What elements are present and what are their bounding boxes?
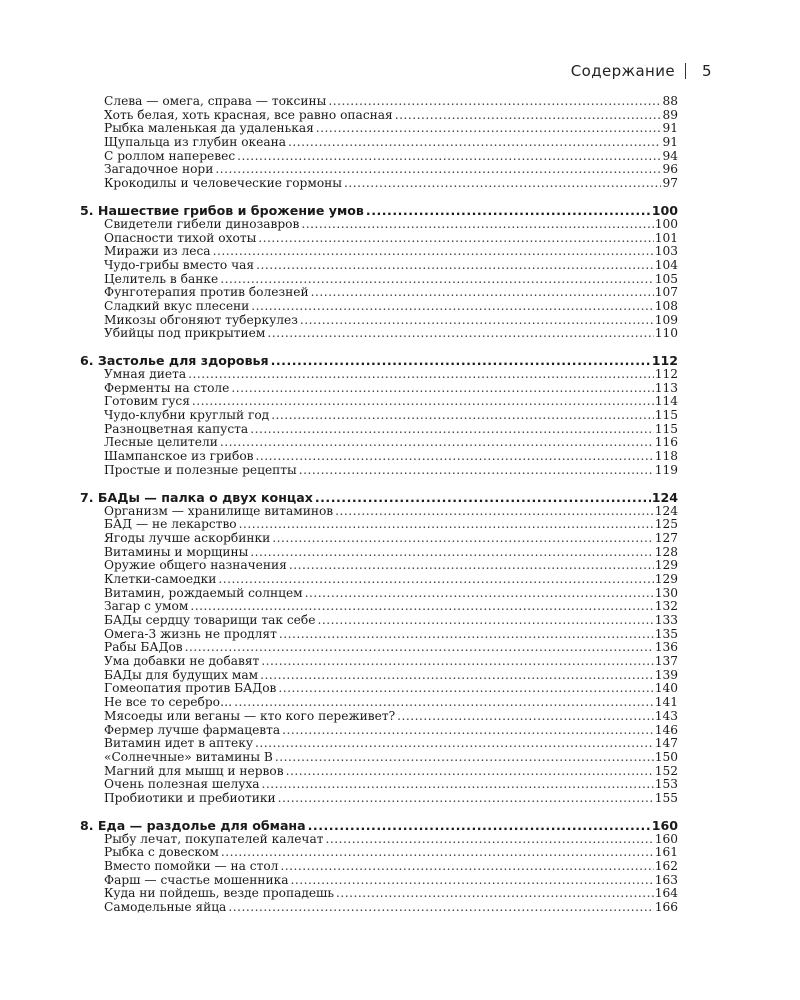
entry-title: Простые и полезные рецепты bbox=[104, 462, 297, 477]
entry-title: Щупальца из глубин океана bbox=[104, 135, 287, 150]
entry-title: Оружие общего назначения bbox=[104, 558, 287, 573]
chapter-title: 5. Нашествие грибов и брожение умов bbox=[80, 202, 364, 218]
entry-page-number: 147 bbox=[654, 736, 678, 751]
running-head-title: Содержание bbox=[570, 62, 676, 80]
entry-title: Готовим гуся bbox=[104, 394, 190, 409]
entry-page-number: 129 bbox=[654, 558, 678, 573]
toc-entry bbox=[80, 765, 678, 779]
entry-title: Фарш — счастье мошенника bbox=[104, 872, 289, 887]
toc-entry bbox=[80, 614, 678, 628]
entry-page-number: 110 bbox=[654, 326, 678, 341]
dot-leader bbox=[188, 368, 654, 382]
entry-title: Рабы БАДов bbox=[104, 640, 183, 655]
entry-title: Целитель в банке bbox=[104, 271, 219, 286]
entry-page-number: 108 bbox=[654, 298, 678, 313]
dot-leader bbox=[250, 423, 654, 437]
toc-entry bbox=[80, 641, 678, 655]
entry-title: Витамин идет в аптеку bbox=[104, 736, 254, 751]
running-head bbox=[571, 62, 712, 80]
dot-leader bbox=[336, 887, 654, 901]
entry-title: Умная диета bbox=[104, 367, 187, 381]
dot-leader bbox=[315, 490, 651, 505]
dot-leader bbox=[311, 286, 654, 300]
dot-leader bbox=[251, 300, 653, 314]
entry-page-number: 137 bbox=[654, 654, 678, 669]
entry-page-number: 105 bbox=[654, 271, 678, 286]
toc-entry bbox=[80, 368, 678, 382]
entry-page-number: 88 bbox=[662, 94, 678, 108]
dot-leader bbox=[185, 641, 654, 655]
dot-leader bbox=[344, 177, 662, 191]
toc-entry bbox=[80, 778, 678, 792]
dot-leader bbox=[260, 669, 654, 683]
entry-page-number: 118 bbox=[654, 449, 678, 464]
entry-page-number: 101 bbox=[654, 230, 678, 245]
entry-title: Рыбу лечат, покупателей калечат bbox=[104, 831, 324, 846]
entry-title: Загар с умом bbox=[104, 599, 189, 614]
entry-title: Витамины и морщины bbox=[104, 544, 249, 559]
entry-title: Чудо-клубни круглый год bbox=[104, 408, 270, 423]
entry-title: Организм — хранилище витаминов bbox=[104, 503, 334, 518]
toc-entry bbox=[80, 300, 678, 314]
toc-entry bbox=[80, 724, 678, 738]
dot-leader bbox=[279, 628, 654, 642]
toc-entry bbox=[80, 532, 678, 546]
dot-leader bbox=[234, 696, 654, 710]
toc-entry bbox=[80, 792, 678, 806]
toc-entry bbox=[80, 314, 678, 328]
entry-page-number: 161 bbox=[654, 845, 678, 860]
entry-title: Сладкий вкус плесени bbox=[104, 298, 250, 313]
entry-page-number: 94 bbox=[662, 148, 678, 163]
entry-page-number: 150 bbox=[654, 749, 678, 764]
dot-leader bbox=[326, 833, 654, 847]
entry-page-number: 103 bbox=[654, 244, 678, 259]
entry-title: Клетки-самоедки bbox=[104, 571, 217, 586]
dot-leader bbox=[397, 710, 654, 724]
entry-title: Ягоды лучше аскорбинки bbox=[104, 530, 271, 545]
toc-entry bbox=[80, 696, 678, 710]
dot-leader bbox=[220, 436, 654, 450]
entry-page-number: 91 bbox=[662, 135, 678, 150]
entry-page-number: 115 bbox=[654, 408, 678, 423]
toc-entry bbox=[80, 464, 678, 478]
entry-page-number: 124 bbox=[654, 503, 678, 518]
dot-leader bbox=[256, 259, 654, 273]
dot-leader bbox=[215, 163, 661, 177]
toc-entry bbox=[80, 436, 678, 450]
entry-page-number: 164 bbox=[654, 886, 678, 901]
entry-title: Крокодилы и человеческие гормоны bbox=[104, 176, 342, 191]
entry-page-number: 130 bbox=[654, 585, 678, 600]
entry-page-number: 141 bbox=[654, 695, 678, 710]
entry-page-number: 140 bbox=[654, 681, 678, 696]
page-number: 5 bbox=[702, 62, 712, 80]
toc-entry bbox=[80, 450, 678, 464]
dot-leader bbox=[237, 150, 661, 164]
entry-title: Миражи из леса bbox=[104, 244, 211, 259]
toc-entry bbox=[80, 682, 678, 696]
dot-leader bbox=[272, 532, 654, 546]
entry-title: Разноцветная капуста bbox=[104, 421, 249, 436]
dot-leader bbox=[316, 122, 662, 136]
entry-title: Микозы обгоняют туберкулез bbox=[104, 312, 298, 327]
entry-title: БАДы сердцу товарищи так себе bbox=[104, 613, 316, 627]
entry-title: Чудо-грибы вместо чая bbox=[104, 257, 255, 272]
toc-entry bbox=[80, 573, 678, 587]
dot-leader bbox=[218, 573, 653, 587]
toc-entry bbox=[80, 95, 678, 109]
toc-entry bbox=[80, 163, 678, 177]
toc-entry bbox=[80, 751, 678, 765]
entry-title: Куда ни пойдешь, везде пропадешь bbox=[104, 886, 335, 901]
toc-entry bbox=[80, 587, 678, 601]
dot-leader bbox=[271, 353, 651, 368]
toc-entry bbox=[80, 245, 678, 259]
dot-leader bbox=[308, 818, 651, 833]
table-of-contents bbox=[80, 95, 678, 915]
dot-leader bbox=[213, 245, 654, 259]
entry-title: Витамин, рождаемый солнцем bbox=[104, 585, 303, 600]
toc-entry bbox=[80, 409, 678, 423]
entry-page-number: 115 bbox=[654, 421, 678, 436]
toc-entry bbox=[80, 177, 678, 191]
toc-entry bbox=[80, 273, 678, 287]
toc-entry bbox=[80, 655, 678, 669]
entry-page-number: 129 bbox=[654, 571, 678, 586]
dot-leader bbox=[301, 218, 653, 232]
entry-page-number: 125 bbox=[654, 517, 678, 532]
entry-page-number: 91 bbox=[662, 121, 678, 136]
chapter-title: 7. БАДы — палка о двух концах bbox=[80, 489, 313, 505]
entry-title: Магний для мышц и нервов bbox=[104, 763, 284, 778]
dot-leader bbox=[231, 382, 653, 396]
entry-title: БАДы для будущих мам bbox=[104, 667, 259, 682]
entry-page-number: 132 bbox=[654, 599, 678, 614]
dot-leader bbox=[258, 232, 653, 246]
dot-leader bbox=[190, 600, 653, 614]
dot-leader bbox=[278, 792, 654, 806]
toc-entry bbox=[80, 860, 678, 874]
entry-page-number: 160 bbox=[654, 831, 678, 846]
entry-page-number: 104 bbox=[654, 257, 678, 272]
entry-title: Вместо помойки — на стол bbox=[104, 859, 279, 873]
entry-page-number: 127 bbox=[654, 530, 678, 545]
entry-title: Фунготерапия против болезней bbox=[104, 285, 309, 300]
entry-page-number: 153 bbox=[654, 777, 678, 792]
entry-page-number: 109 bbox=[654, 312, 678, 327]
toc-entry bbox=[80, 874, 678, 888]
entry-page-number: 114 bbox=[654, 394, 678, 409]
chapter-page-number: 160 bbox=[651, 817, 678, 833]
dot-leader bbox=[228, 901, 653, 915]
entry-page-number: 112 bbox=[654, 367, 678, 381]
toc-entry bbox=[80, 122, 678, 136]
entry-title: Самодельные яйца bbox=[104, 900, 227, 915]
entry-title: Шампанское из грибов bbox=[104, 449, 254, 464]
chapter-title: 8. Еда — раздолье для обмана bbox=[80, 817, 306, 833]
dot-leader bbox=[289, 559, 654, 573]
toc-entry bbox=[80, 546, 678, 560]
entry-title: Омега-3 жизнь не продлят bbox=[104, 626, 277, 641]
toc-entry bbox=[80, 286, 678, 300]
entry-title: Лесные целители bbox=[104, 435, 218, 450]
entry-page-number: 128 bbox=[654, 544, 678, 559]
entry-page-number: 155 bbox=[654, 790, 678, 805]
toc-entry bbox=[80, 259, 678, 273]
chapter-page-number: 112 bbox=[651, 353, 678, 368]
entry-title: Загадочное нори bbox=[104, 162, 214, 177]
toc-chapter-heading bbox=[80, 490, 678, 505]
entry-title: Фермер лучше фармацевта bbox=[104, 722, 281, 737]
entry-page-number: 119 bbox=[654, 462, 678, 477]
dot-leader bbox=[300, 314, 654, 328]
running-head-divider bbox=[685, 63, 686, 79]
entry-page-number: 166 bbox=[654, 900, 678, 915]
entry-page-number: 133 bbox=[654, 613, 678, 627]
toc-entry bbox=[80, 600, 678, 614]
dot-leader bbox=[366, 203, 651, 218]
dot-leader bbox=[299, 464, 654, 478]
entry-title: Свидетели гибели динозавров bbox=[104, 216, 300, 231]
toc-chapter-heading bbox=[80, 203, 678, 218]
entry-title: Хоть белая, хоть красная, все равно опасная bbox=[104, 107, 393, 122]
dot-leader bbox=[256, 450, 654, 464]
dot-leader bbox=[262, 778, 654, 792]
entry-title: Ума добавки не добавят bbox=[104, 654, 260, 669]
entry-page-number: 107 bbox=[654, 285, 678, 300]
entry-page-number: 116 bbox=[654, 435, 678, 450]
toc-chapter-heading bbox=[80, 353, 678, 368]
dot-leader bbox=[395, 109, 662, 123]
entry-page-number: 146 bbox=[654, 722, 678, 737]
toc-entry bbox=[80, 382, 678, 396]
toc-entry bbox=[80, 518, 678, 532]
dot-leader bbox=[280, 860, 653, 874]
dot-leader bbox=[286, 765, 654, 779]
toc-entry bbox=[80, 395, 678, 409]
dot-leader bbox=[275, 751, 654, 765]
entry-page-number: 136 bbox=[654, 640, 678, 655]
toc-entry bbox=[80, 109, 678, 123]
entry-title: Гомеопатия против БАДов bbox=[104, 681, 277, 696]
dot-leader bbox=[305, 587, 654, 601]
toc-entry bbox=[80, 218, 678, 232]
entry-title: Убийцы под прикрытием bbox=[104, 326, 266, 341]
toc-entry bbox=[80, 327, 678, 341]
toc-entry bbox=[80, 833, 678, 847]
toc-entry bbox=[80, 559, 678, 573]
dot-leader bbox=[220, 273, 654, 287]
chapter-page-number: 100 bbox=[651, 202, 678, 218]
chapter-page-number: 124 bbox=[651, 489, 678, 505]
entry-page-number: 89 bbox=[662, 107, 678, 122]
dot-leader bbox=[317, 614, 653, 628]
dot-leader bbox=[267, 327, 653, 341]
dot-leader bbox=[282, 724, 654, 738]
dot-leader bbox=[255, 737, 654, 751]
entry-page-number: 97 bbox=[662, 176, 678, 191]
toc-entry bbox=[80, 901, 678, 915]
toc-entry bbox=[80, 505, 678, 519]
entry-page-number: 139 bbox=[654, 667, 678, 682]
entry-page-number: 96 bbox=[662, 162, 678, 177]
toc-entry bbox=[80, 887, 678, 901]
dot-leader bbox=[278, 682, 653, 696]
toc-entry bbox=[80, 846, 678, 860]
entry-page-number: 143 bbox=[654, 708, 678, 723]
dot-leader bbox=[221, 846, 654, 860]
entry-title: Пробиотики и пребиотики bbox=[104, 790, 276, 805]
dot-leader bbox=[335, 505, 654, 519]
dot-leader bbox=[288, 136, 661, 150]
dot-leader bbox=[261, 655, 653, 669]
entry-page-number: 135 bbox=[654, 626, 678, 641]
dot-leader bbox=[192, 395, 654, 409]
entry-title: БАД — не лекарство bbox=[104, 517, 237, 532]
toc-entry bbox=[80, 136, 678, 150]
dot-leader bbox=[328, 95, 661, 109]
dot-leader bbox=[271, 409, 654, 423]
chapter-title: 6. Застолье для здоровья bbox=[80, 353, 269, 368]
entry-title: Не все то серебро… bbox=[104, 695, 233, 710]
entry-page-number: 100 bbox=[654, 216, 678, 231]
toc-entry bbox=[80, 232, 678, 246]
entry-title: Опасности тихой охоты bbox=[104, 230, 257, 245]
entry-title: Мясоеды или веганы — кто кого переживет? bbox=[104, 708, 396, 723]
toc-entry bbox=[80, 737, 678, 751]
entry-title: С роллом наперевес bbox=[104, 148, 236, 163]
toc-entry bbox=[80, 669, 678, 683]
entry-title: Рыбка с довеском bbox=[104, 845, 219, 860]
entry-title: Очень полезная шелуха bbox=[104, 777, 260, 792]
toc-chapter-heading bbox=[80, 818, 678, 833]
dot-leader bbox=[250, 546, 653, 560]
toc-entry bbox=[80, 628, 678, 642]
toc-entry bbox=[80, 150, 678, 164]
entry-title: Ферменты на столе bbox=[104, 380, 230, 395]
toc-entry bbox=[80, 710, 678, 724]
dot-leader bbox=[239, 518, 654, 532]
dot-leader bbox=[291, 874, 654, 888]
entry-title: Рыбка маленькая да удаленькая bbox=[104, 121, 314, 136]
entry-page-number: 113 bbox=[654, 380, 678, 395]
entry-title: «Солнечные» витамины В bbox=[104, 749, 273, 764]
entry-page-number: 163 bbox=[654, 872, 678, 887]
entry-page-number: 162 bbox=[654, 859, 678, 873]
entry-page-number: 152 bbox=[654, 763, 678, 778]
entry-title: Слева — омега, справа — токсины bbox=[104, 94, 327, 108]
toc-entry bbox=[80, 423, 678, 437]
